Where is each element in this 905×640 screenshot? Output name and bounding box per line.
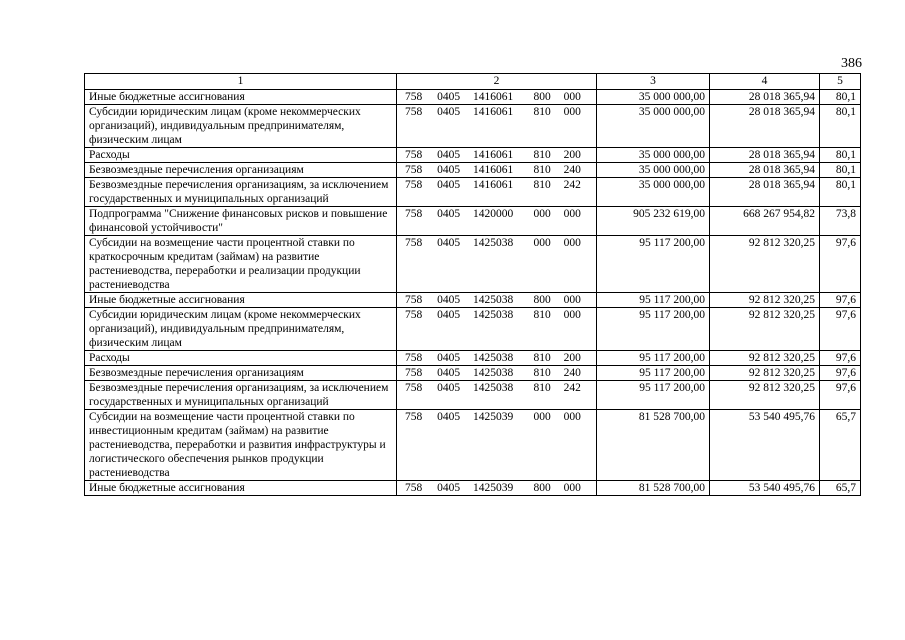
row-classification-code: [397, 163, 597, 178]
header-row: [85, 74, 861, 90]
budget-table: [84, 73, 861, 496]
code-target-article: 1425038: [473, 294, 514, 306]
code-target-article: 1416061: [473, 106, 514, 118]
row-plan-amount: 95 117 200,00: [597, 351, 710, 366]
table-row: [85, 351, 861, 366]
code-target-article: 1425038: [473, 237, 514, 249]
row-percent: 65,7: [820, 481, 861, 496]
code-grbs: 758: [405, 482, 423, 494]
code-grbs: 758: [405, 294, 423, 306]
row-classification-code: [397, 410, 597, 481]
row-actual-amount: 28 018 365,94: [710, 148, 820, 163]
row-classification-code: [397, 236, 597, 293]
row-actual-amount: 28 018 365,94: [710, 178, 820, 207]
code-group: [401, 105, 592, 119]
row-plan-amount: 95 117 200,00: [597, 236, 710, 293]
row-plan-amount: 81 528 700,00: [597, 410, 710, 481]
row-classification-code: [397, 351, 597, 366]
row-plan-amount: 95 117 200,00: [597, 366, 710, 381]
code-expense-type: 810: [533, 367, 551, 379]
header-col-5: 5: [820, 74, 861, 90]
row-description: Расходы: [85, 351, 397, 366]
row-percent: 65,7: [820, 410, 861, 481]
row-plan-amount: 35 000 000,00: [597, 90, 710, 105]
code-group: [401, 481, 592, 495]
code-group: [401, 207, 592, 221]
code-group: [401, 366, 592, 380]
row-description: Субсидии на возмещение части процентной ставки по краткосрочным кредитам (займам) на развитие растениеводства, переработки и реализации продукции растениеводства: [85, 236, 397, 293]
code-group: [401, 308, 592, 322]
code-kosgu: 000: [563, 237, 581, 249]
code-section: 0405: [437, 149, 461, 161]
row-classification-code: [397, 105, 597, 148]
table-row: [85, 163, 861, 178]
code-grbs: 758: [405, 367, 423, 379]
table-row: [85, 481, 861, 496]
code-expense-type: 810: [533, 164, 551, 176]
code-target-article: 1425038: [473, 382, 514, 394]
code-kosgu: 000: [563, 106, 581, 118]
row-plan-amount: 35 000 000,00: [597, 105, 710, 148]
code-target-article: 1425039: [473, 482, 514, 494]
table-row: [85, 308, 861, 351]
code-grbs: 758: [405, 149, 423, 161]
header-col-2: 2: [397, 74, 597, 90]
table-row: [85, 410, 861, 481]
row-plan-amount: 95 117 200,00: [597, 293, 710, 308]
code-expense-type: 800: [533, 482, 551, 494]
row-classification-code: [397, 366, 597, 381]
row-plan-amount: 35 000 000,00: [597, 163, 710, 178]
row-description: Иные бюджетные ассигнования: [85, 481, 397, 496]
row-classification-code: [397, 381, 597, 410]
code-group: [401, 90, 592, 104]
row-description: Субсидии юридическим лицам (кроме некоммерческих организаций), индивидуальным предпринимателям, физическим лицам: [85, 105, 397, 148]
table-row: [85, 381, 861, 410]
code-section: 0405: [437, 208, 461, 220]
row-description: Безвозмездные перечисления организациям: [85, 163, 397, 178]
code-target-article: 1425038: [473, 352, 514, 364]
header-col-3: 3: [597, 74, 710, 90]
row-description: Иные бюджетные ассигнования: [85, 90, 397, 105]
row-percent: 80,1: [820, 90, 861, 105]
code-section: 0405: [437, 352, 461, 364]
row-actual-amount: 92 812 320,25: [710, 236, 820, 293]
row-actual-amount: 53 540 495,76: [710, 481, 820, 496]
row-percent: 80,1: [820, 148, 861, 163]
page-number: 386: [841, 56, 862, 71]
code-target-article: 1425038: [473, 367, 514, 379]
row-description: Безвозмездные перечисления организациям, за исключением государственных и муниципальных организаций: [85, 381, 397, 410]
code-section: 0405: [437, 164, 461, 176]
row-percent: 80,1: [820, 163, 861, 178]
code-grbs: 758: [405, 208, 423, 220]
row-actual-amount: 28 018 365,94: [710, 105, 820, 148]
code-kosgu: 000: [563, 309, 581, 321]
code-expense-type: 810: [533, 382, 551, 394]
code-target-article: 1416061: [473, 149, 514, 161]
row-plan-amount: 35 000 000,00: [597, 148, 710, 163]
code-target-article: 1416061: [473, 179, 514, 191]
row-classification-code: [397, 207, 597, 236]
row-description: Субсидии юридическим лицам (кроме некоммерческих организаций), индивидуальным предпринимателям, физическим лицам: [85, 308, 397, 351]
code-group: [401, 293, 592, 307]
header-col-1: 1: [85, 74, 397, 90]
code-target-article: 1416061: [473, 164, 514, 176]
table-row: [85, 366, 861, 381]
code-target-article: 1425038: [473, 309, 514, 321]
code-kosgu: 240: [563, 164, 581, 176]
row-percent: 97,6: [820, 293, 861, 308]
code-expense-type: 810: [533, 309, 551, 321]
code-expense-type: 800: [533, 91, 551, 103]
row-percent: 97,6: [820, 351, 861, 366]
row-actual-amount: 92 812 320,25: [710, 366, 820, 381]
row-plan-amount: 95 117 200,00: [597, 381, 710, 410]
table-row: [85, 178, 861, 207]
row-description: Иные бюджетные ассигнования: [85, 293, 397, 308]
row-actual-amount: 92 812 320,25: [710, 351, 820, 366]
row-percent: 97,6: [820, 366, 861, 381]
code-group: [401, 236, 592, 250]
code-target-article: 1420000: [473, 208, 514, 220]
row-actual-amount: 92 812 320,25: [710, 308, 820, 351]
code-expense-type: 810: [533, 352, 551, 364]
table-row: [85, 236, 861, 293]
code-target-article: 1425039: [473, 411, 514, 423]
code-expense-type: 800: [533, 294, 551, 306]
row-classification-code: [397, 178, 597, 207]
code-kosgu: 000: [563, 411, 581, 423]
code-group: [401, 178, 592, 192]
table-row: [85, 105, 861, 148]
code-section: 0405: [437, 367, 461, 379]
code-expense-type: 000: [533, 237, 551, 249]
row-plan-amount: 95 117 200,00: [597, 308, 710, 351]
row-description: Расходы: [85, 148, 397, 163]
table-row: [85, 293, 861, 308]
row-percent: 97,6: [820, 381, 861, 410]
code-section: 0405: [437, 179, 461, 191]
code-grbs: 758: [405, 106, 423, 118]
row-plan-amount: 35 000 000,00: [597, 178, 710, 207]
code-kosgu: 000: [563, 294, 581, 306]
code-kosgu: 240: [563, 367, 581, 379]
row-plan-amount: 81 528 700,00: [597, 481, 710, 496]
code-expense-type: 000: [533, 208, 551, 220]
row-actual-amount: 28 018 365,94: [710, 90, 820, 105]
row-description: Подпрограмма "Снижение финансовых рисков и повышение финансовой устойчивости": [85, 207, 397, 236]
code-section: 0405: [437, 411, 461, 423]
code-grbs: 758: [405, 352, 423, 364]
code-section: 0405: [437, 482, 461, 494]
code-group: [401, 381, 592, 395]
table-row: [85, 207, 861, 236]
code-kosgu: 000: [563, 208, 581, 220]
code-expense-type: 000: [533, 411, 551, 423]
code-grbs: 758: [405, 164, 423, 176]
code-target-article: 1416061: [473, 91, 514, 103]
row-classification-code: [397, 90, 597, 105]
code-expense-type: 810: [533, 106, 551, 118]
code-group: [401, 351, 592, 365]
code-group: [401, 148, 592, 162]
row-percent: 80,1: [820, 105, 861, 148]
row-classification-code: [397, 293, 597, 308]
row-classification-code: [397, 481, 597, 496]
code-kosgu: 200: [563, 352, 581, 364]
code-grbs: 758: [405, 237, 423, 249]
row-description: Безвозмездные перечисления организациям: [85, 366, 397, 381]
row-actual-amount: 92 812 320,25: [710, 381, 820, 410]
row-plan-amount: 905 232 619,00: [597, 207, 710, 236]
code-grbs: 758: [405, 91, 423, 103]
table-body: [85, 90, 861, 496]
code-expense-type: 810: [533, 149, 551, 161]
row-actual-amount: 53 540 495,76: [710, 410, 820, 481]
code-grbs: 758: [405, 309, 423, 321]
code-grbs: 758: [405, 179, 423, 191]
row-percent: 80,1: [820, 178, 861, 207]
code-expense-type: 810: [533, 179, 551, 191]
code-kosgu: 200: [563, 149, 581, 161]
code-section: 0405: [437, 106, 461, 118]
code-section: 0405: [437, 382, 461, 394]
code-section: 0405: [437, 309, 461, 321]
code-group: [401, 163, 592, 177]
row-actual-amount: 92 812 320,25: [710, 293, 820, 308]
row-percent: 73,8: [820, 207, 861, 236]
row-percent: 97,6: [820, 236, 861, 293]
row-classification-code: [397, 308, 597, 351]
table-row: [85, 90, 861, 105]
code-kosgu: 242: [563, 179, 581, 191]
code-group: [401, 410, 592, 424]
table-row: [85, 148, 861, 163]
header-col-4: 4: [710, 74, 820, 90]
row-percent: 97,6: [820, 308, 861, 351]
code-grbs: 758: [405, 382, 423, 394]
code-section: 0405: [437, 91, 461, 103]
code-kosgu: 242: [563, 382, 581, 394]
row-actual-amount: 668 267 954,82: [710, 207, 820, 236]
code-grbs: 758: [405, 411, 423, 423]
code-section: 0405: [437, 237, 461, 249]
code-kosgu: 000: [563, 91, 581, 103]
row-description: Субсидии на возмещение части процентной ставки по инвестиционным кредитам (займам) на развитие растениеводства, переработки и развития инфраструктуры и логистического обеспечения рынков продукции растениеводства: [85, 410, 397, 481]
row-description: Безвозмездные перечисления организациям, за исключением государственных и муниципальных организаций: [85, 178, 397, 207]
code-section: 0405: [437, 294, 461, 306]
row-actual-amount: 28 018 365,94: [710, 163, 820, 178]
row-classification-code: [397, 148, 597, 163]
code-kosgu: 000: [563, 482, 581, 494]
